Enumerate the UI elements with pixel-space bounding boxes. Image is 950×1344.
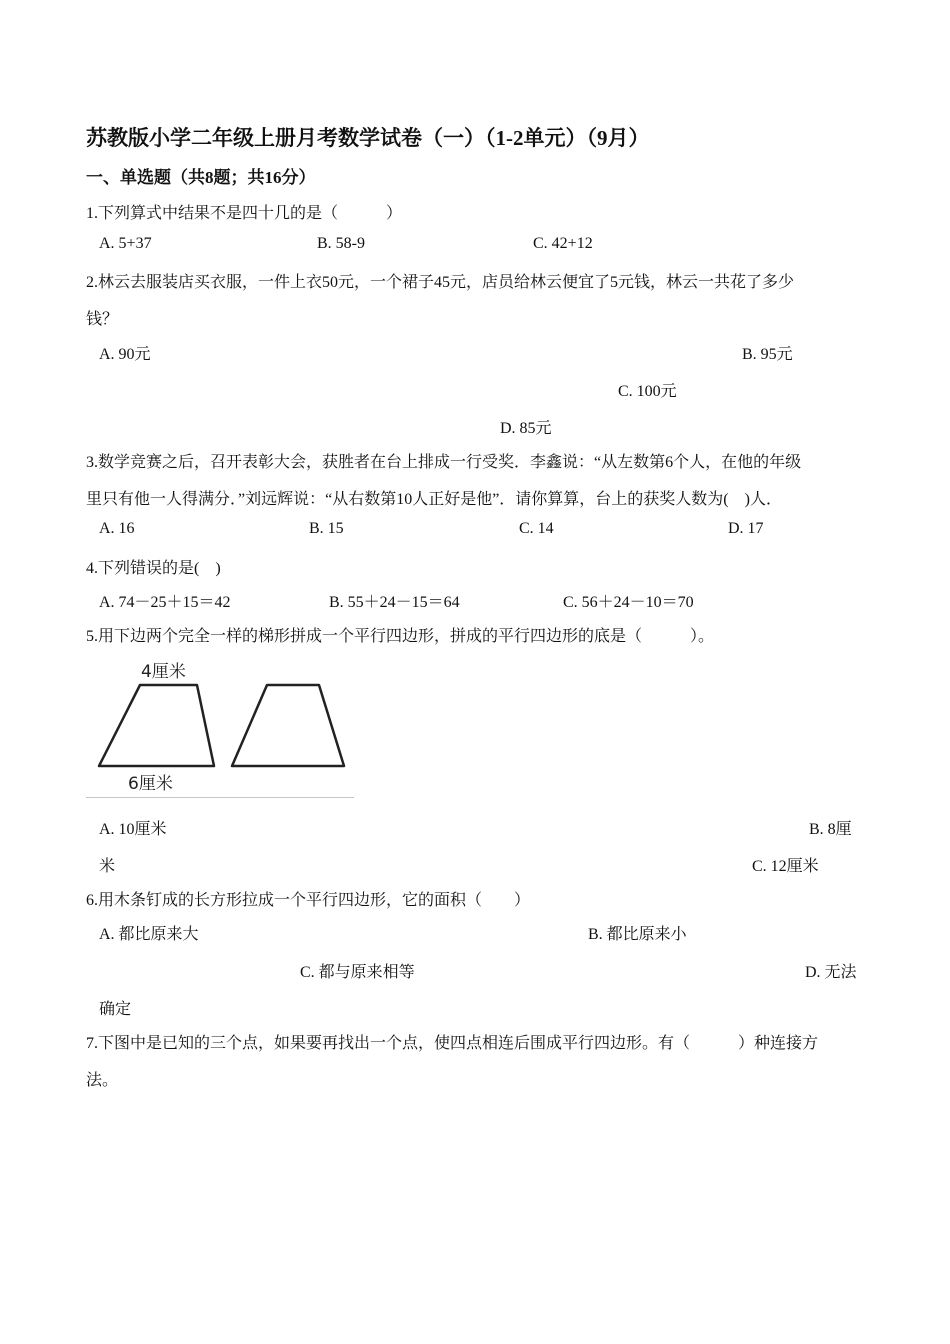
question-stem-line-1: 2.林云去服装店买衣服，一件上衣50元，一个裙子45元，店员给林云便宜了5元钱，林云一共花了多少	[86, 274, 795, 291]
right-trapezoid	[232, 685, 344, 766]
option-c[interactable]: C. 100元	[618, 383, 677, 400]
option-d-continued: 确定	[99, 1001, 132, 1018]
top-length-label: 4厘米	[141, 662, 186, 682]
option-b[interactable]: B. 95元	[742, 346, 793, 363]
option-c[interactable]: C. 14	[519, 520, 554, 537]
option-a[interactable]: A. 都比原来大	[99, 926, 199, 943]
question-stem: 4.下列错误的是( )	[86, 560, 221, 577]
question-stem-line-1: 7.下图中是已知的三个点，如果要再找出一个点，使四点相连后围成平行四边形。有（ ）种连接方	[86, 1035, 819, 1052]
question-stem-line-1: 3.数学竞赛之后，召开表彰大会，获胜者在台上排成一行受奖．李鑫说：“从左数第6个人，在他的年级	[86, 454, 802, 471]
option-c[interactable]: C. 都与原来相等	[300, 964, 415, 981]
question-stem: 5.用下边两个完全一样的梯形拼成一个平行四边形，拼成的平行四边形的底是（ ）。	[86, 628, 715, 645]
option-b[interactable]: B. 都比原来小	[588, 926, 687, 943]
option-b[interactable]: B. 15	[309, 520, 344, 537]
option-b[interactable]: B. 55＋24－15＝64	[329, 594, 460, 611]
option-d[interactable]: D. 无法	[805, 964, 857, 981]
option-a[interactable]: A. 10厘米	[99, 821, 167, 838]
left-trapezoid	[99, 685, 214, 766]
question-stem-line-2: 里只有他一人得满分．”刘远辉说：“从右数第10人正好是他”．请你算算，台上的获奖人数为( )人．	[86, 491, 782, 508]
option-a[interactable]: A. 16	[99, 520, 135, 537]
option-b[interactable]: B. 8厘	[809, 821, 852, 838]
bottom-length-label: 6厘米	[128, 774, 173, 794]
section-heading: 一、单选题（共8题；共16分）	[86, 168, 316, 187]
question-stem: 1.下列算式中结果不是四十几的是（ ）	[86, 205, 403, 222]
option-a[interactable]: A. 5+37	[99, 235, 152, 252]
option-b[interactable]: B. 58-9	[317, 235, 365, 252]
question-stem-line-2: 法。	[86, 1072, 119, 1089]
option-c[interactable]: C. 12厘米	[752, 858, 819, 875]
option-c[interactable]: C. 56＋24－10＝70	[563, 594, 694, 611]
option-b-continued: 米	[99, 858, 116, 875]
question-stem-line-2: 钱？	[86, 311, 119, 328]
option-c[interactable]: C. 42+12	[533, 235, 593, 252]
option-a[interactable]: A. 74－25＋15＝42	[99, 594, 231, 611]
trapezoid-figure	[86, 652, 356, 798]
figure-divider	[86, 797, 354, 798]
page-title: 苏教版小学二年级上册月考数学试卷（一）（1-2单元）（9月）	[86, 126, 650, 150]
option-d[interactable]: D. 17	[728, 520, 764, 537]
question-stem: 6.用木条钉成的长方形拉成一个平行四边形，它的面积（ ）	[86, 892, 531, 909]
option-a[interactable]: A. 90元	[99, 346, 151, 363]
option-d[interactable]: D. 85元	[500, 420, 552, 437]
